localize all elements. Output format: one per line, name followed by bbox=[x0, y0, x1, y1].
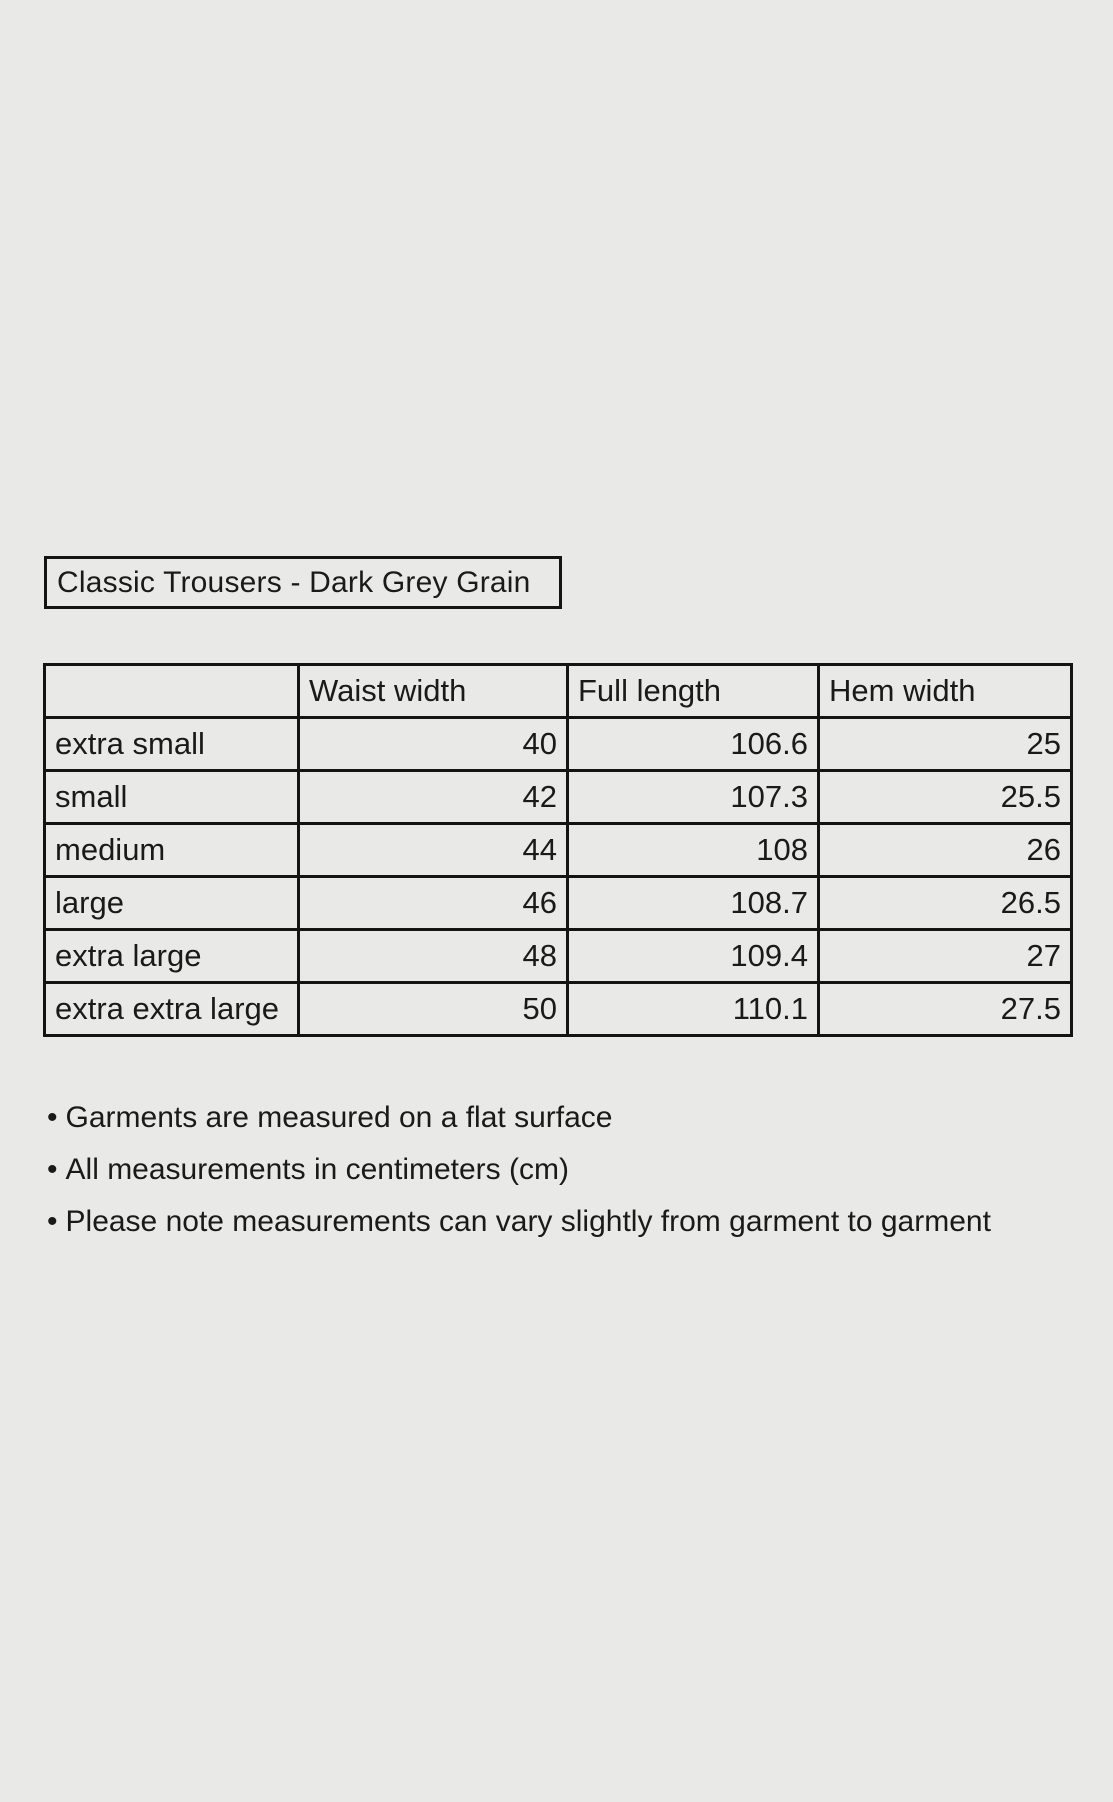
table-row-extra-extra-large bbox=[45, 983, 1072, 1036]
hem-width-value: 26.5 bbox=[819, 877, 1072, 930]
waist-width-value: 46 bbox=[299, 877, 568, 930]
size-table bbox=[43, 663, 1073, 1037]
table-row-extra-small bbox=[45, 718, 1072, 771]
note-text: All measurements in centimeters (cm) bbox=[65, 1153, 569, 1186]
header-size-column bbox=[45, 665, 299, 718]
size-label: large bbox=[45, 877, 299, 930]
waist-width-value: 48 bbox=[299, 930, 568, 983]
table-row-medium bbox=[45, 824, 1072, 877]
header-waist-width: Waist width bbox=[299, 665, 568, 718]
note-flat-surface bbox=[47, 1100, 1067, 1136]
waist-width-value: 42 bbox=[299, 771, 568, 824]
table-header-row bbox=[45, 665, 1072, 718]
product-title-box bbox=[44, 556, 562, 609]
full-length-value: 107.3 bbox=[568, 771, 819, 824]
full-length-value: 110.1 bbox=[568, 983, 819, 1036]
waist-width-value: 50 bbox=[299, 983, 568, 1036]
hem-width-value: 25 bbox=[819, 718, 1072, 771]
note-variation bbox=[47, 1204, 1067, 1240]
note-text: Garments are measured on a flat surface bbox=[65, 1101, 613, 1134]
full-length-value: 108 bbox=[568, 824, 819, 877]
measurement-notes bbox=[47, 1100, 1067, 1256]
size-label: extra extra large bbox=[45, 983, 299, 1036]
bullet-icon: • bbox=[47, 1153, 58, 1186]
header-full-length: Full length bbox=[568, 665, 819, 718]
size-label: extra small bbox=[45, 718, 299, 771]
hem-width-value: 27 bbox=[819, 930, 1072, 983]
size-label: medium bbox=[45, 824, 299, 877]
full-length-value: 109.4 bbox=[568, 930, 819, 983]
bullet-icon: • bbox=[47, 1101, 58, 1134]
size-label: extra large bbox=[45, 930, 299, 983]
note-centimeters bbox=[47, 1152, 1067, 1188]
waist-width-value: 44 bbox=[299, 824, 568, 877]
table-row-small bbox=[45, 771, 1072, 824]
size-label: small bbox=[45, 771, 299, 824]
hem-width-value: 25.5 bbox=[819, 771, 1072, 824]
hem-width-value: 26 bbox=[819, 824, 1072, 877]
full-length-value: 106.6 bbox=[568, 718, 819, 771]
hem-width-value: 27.5 bbox=[819, 983, 1072, 1036]
table-row-extra-large bbox=[45, 930, 1072, 983]
product-title: Classic Trousers - Dark Grey Grain bbox=[57, 565, 531, 599]
note-text: Please note measurements can vary slightly from garment to garment bbox=[65, 1205, 991, 1238]
header-hem-width: Hem width bbox=[819, 665, 1072, 718]
waist-width-value: 40 bbox=[299, 718, 568, 771]
full-length-value: 108.7 bbox=[568, 877, 819, 930]
table-row-large bbox=[45, 877, 1072, 930]
bullet-icon: • bbox=[47, 1205, 58, 1238]
